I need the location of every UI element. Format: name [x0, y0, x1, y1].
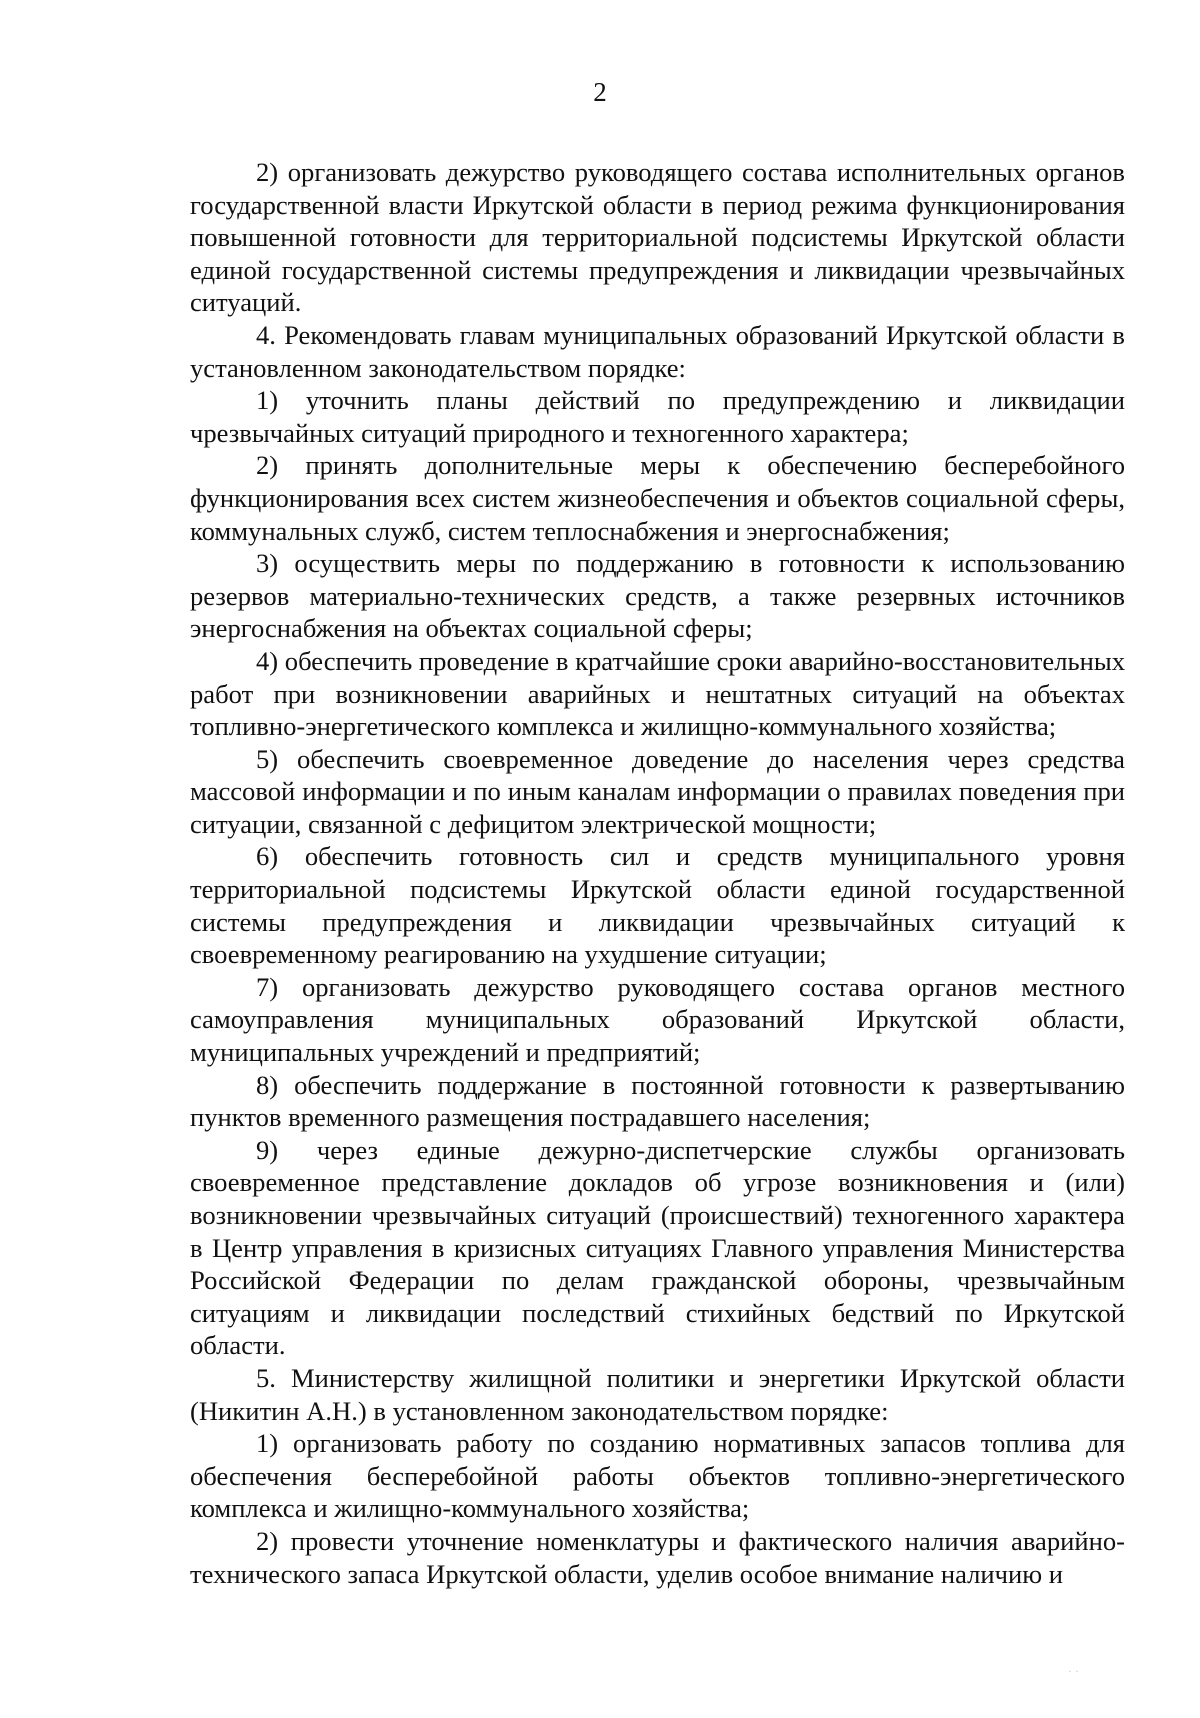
paragraph-4-3-reserves: 3) осуществить меры по поддержанию в готовности к использованию резервов материально-технических средств, а также резервных источников энергоснабжения на объектах социальной сферы;	[190, 548, 1125, 644]
paragraph-4-5-public-information: 5) обеспечить своевременное доведение до населения через средства массовой информации и по иным каналам информации о правилах поведения при ситуации, связанной с дефицитом электрической мощности;	[190, 743, 1125, 839]
paragraph-5-1-fuel-reserves: 1) организовать работу по созданию нормативных запасов топлива для обеспечения бесперебойной работы объектов топливно-энергетического комплекса и жилищно-коммунального хозяйства;	[190, 1428, 1125, 1524]
paragraph-5-2-emergency-stock: 2) провести уточнение номенклатуры и фактического наличия аварийно-технического запаса Иркутской области, уделив особое внимание наличию и	[190, 1525, 1125, 1589]
scan-artifact: · ·	[1068, 1664, 1079, 1678]
paragraph-4-6-readiness: 6) обеспечить готовность сил и средств муниципального уровня территориальной подсистемы Иркутской области единой государственной системы предупреждения и ликвидации чрезвычайных ситуаций к своевременному реагированию на ухудшение ситуации;	[190, 841, 1125, 970]
paragraph-4-8-temporary-shelters: 8) обеспечить поддержание в постоянной готовности к развертыванию пунктов временного размещения пострадавшего населения;	[190, 1069, 1125, 1133]
paragraph-4-7-duty-local: 7) организовать дежурство руководящего состава органов местного самоуправления муниципальных образований Иркутской области, муниципальных учреждений и предприятий;	[190, 971, 1125, 1068]
paragraph-2-duty-executive: 2) организовать дежурство руководящего состава исполнительных органов государственной власти Иркутской области в период режима функционирования повышенной готовности для территориальной подсистемы Иркутской области единой государственной системы предупреждения и ликвидации чрезвычайных ситуаций.	[190, 157, 1125, 318]
page-number: 2	[593, 77, 607, 107]
paragraph-5-ministry: 5. Министерству жилищной политики и энергетики Иркутской области (Никитин А.Н.) в установленном законодательством порядке:	[190, 1362, 1125, 1426]
document-body	[190, 156, 1125, 1590]
paragraph-4-4-recovery-works: 4) обеспечить проведение в кратчайшие сроки аварийно-восстановительных работ при возникновении аварийных и нештатных ситуаций на объектах топливно-энергетического комплекса и жилищно-коммунального хозяйства;	[190, 645, 1125, 742]
paragraph-4-2-additional-measures: 2) принять дополнительные меры к обеспечению бесперебойного функционирования всех систем жизнеобеспечения и объектов социальной сферы, коммунальных служб, систем теплоснабжения и энергоснабжения;	[190, 450, 1125, 546]
paragraph-4-recommend-heads: 4. Рекомендовать главам муниципальных образований Иркутской области в установленном законодательством порядке:	[190, 319, 1125, 383]
paragraph-4-9-reports: 9) через единые дежурно-диспетчерские службы организовать своевременное представление докладов об угрозе возникновения и (или) возникновении чрезвычайных ситуаций (происшествий) техногенного характера в Центр управления в кризисных ситуациях Главного управления Министерства Российской Федерации по делам гражданской обороны, чрезвычайным ситуациям и ликвидации последствий стихийных бедствий по Иркутской области.	[190, 1134, 1125, 1361]
paragraph-4-1-action-plans: 1) уточнить планы действий по предупреждению и ликвидации чрезвычайных ситуаций природного и техногенного характера;	[190, 385, 1125, 448]
